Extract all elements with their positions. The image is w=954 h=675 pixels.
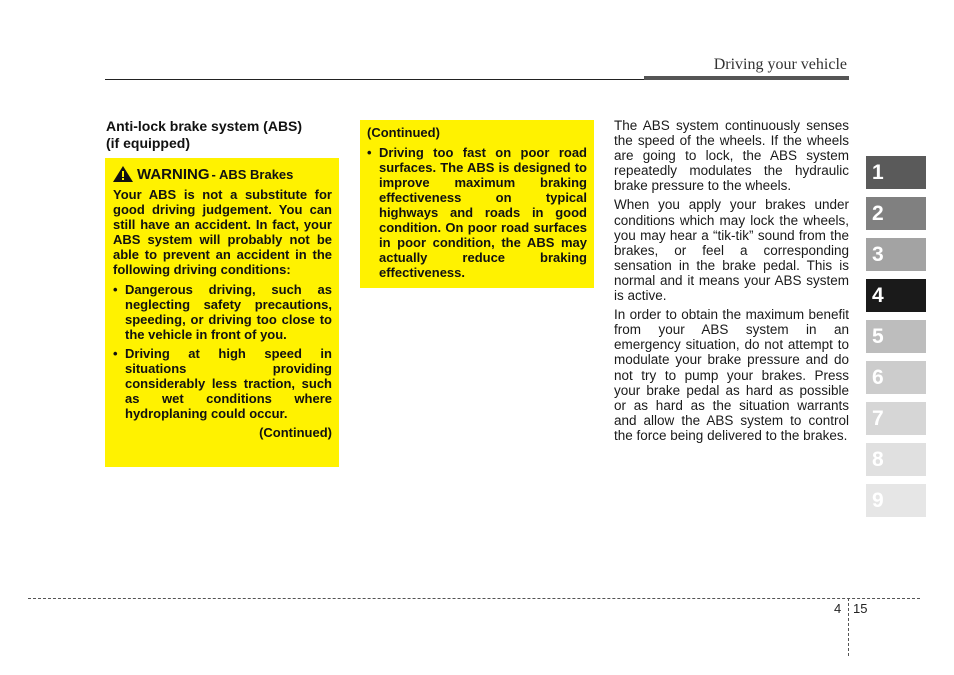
footer-divider (848, 598, 849, 656)
warning-box (105, 158, 339, 467)
chapter-tab-8[interactable]: 8 (866, 443, 926, 476)
list-item: • Driving at high speed in situations providing considerably less traction, such as wet conditions where hydroplaning could occur. (113, 346, 332, 421)
warning-bullet-list (113, 282, 332, 421)
section-heading (106, 118, 338, 152)
chapter-tab-1[interactable]: 1 (866, 156, 926, 189)
list-item: • Driving too fast on poor road surfaces. The ABS is designed to improve maximum braking effectiveness on typical highways and roads in good condition. On poor road surfaces in poor condition, the ABS may actually reduce braking effectiveness. (367, 145, 587, 280)
abs-body-text (614, 118, 849, 447)
chapter-tab-6[interactable]: 6 (866, 361, 926, 394)
chapter-tab-9[interactable]: 9 (866, 484, 926, 517)
chapter-tab-7[interactable]: 7 (866, 402, 926, 435)
warning-triangle-icon (113, 166, 133, 182)
body-paragraph: The ABS system continuously senses the speed of the wheels. If the wheels are going to lock, the ABS system repeatedly modulates the hydraulic brake pressure to the wheels. (614, 118, 849, 194)
chapter-tabs (866, 156, 926, 525)
continued-bullet-list (367, 145, 587, 280)
footer-page-number: 15 (853, 601, 868, 616)
footer-section-number: 4 (834, 601, 842, 616)
header-accent-bar (644, 76, 849, 80)
body-paragraph: In order to obtain the maximum benefit from your ABS system in an emergency situation, do not attempt to modulate your brake pressure and do not try to pump your brakes. Press your brake pedal as hard as possible or as hard as the situation warrants and allow the ABS system to control the force being delivered to the brakes. (614, 307, 849, 443)
header-title: Driving your vehicle (713, 56, 847, 73)
body-paragraph: When you apply your brakes under conditions which may lock the wheels, you may hear a “tik-tik” sound from the brakes, or feel a corresponding sensation in the brake pedal. This is normal and it means your ABS system is active. (614, 197, 849, 304)
warning-intro: Your ABS is not a substitute for good driving judgement. You can still have an accident. In fact, your ABS system will probably not be able to prevent an accident in the following driving conditions: (113, 187, 332, 277)
warning-label: WARNING (137, 165, 210, 183)
continued-heading: (Continued) (367, 125, 440, 140)
chapter-tab-3[interactable]: 3 (866, 238, 926, 271)
warning-title (113, 166, 332, 182)
chapter-tab-4[interactable]: 4 (866, 279, 926, 312)
section-heading-line2: (if equipped) (106, 135, 190, 151)
list-item: • Dangerous driving, such as neglecting safety precautions, speeding, or driving too close to the vehicle in front of you. (113, 282, 332, 342)
continued-note: (Continued) (259, 425, 332, 440)
warning-sublabel: - ABS Brakes (211, 166, 294, 182)
footer-rule (28, 598, 920, 599)
chapter-tab-5[interactable]: 5 (866, 320, 926, 353)
section-heading-line1: Anti-lock brake system (ABS) (106, 118, 303, 134)
chapter-tab-2[interactable]: 2 (866, 197, 926, 230)
continued-warning-box (360, 120, 594, 288)
